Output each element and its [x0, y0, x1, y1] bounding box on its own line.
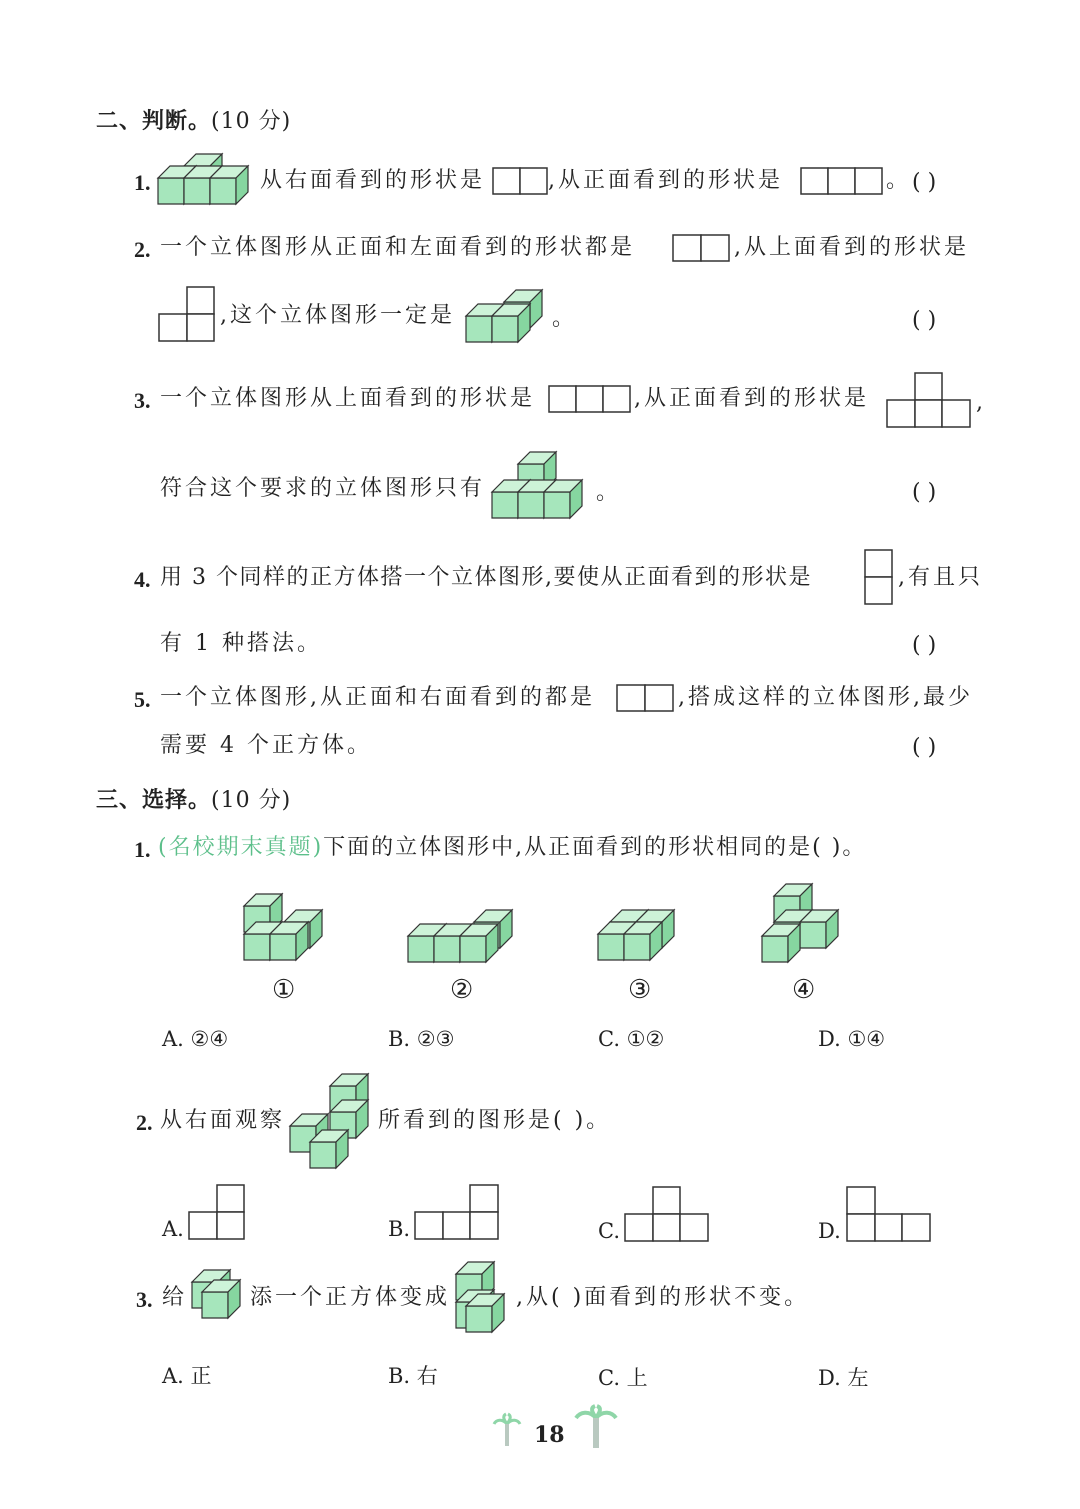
view-shape — [864, 549, 894, 605]
option-b[interactable]: B. 右 — [388, 1364, 438, 1388]
item-number: 2. — [134, 237, 151, 262]
item-number: 3. — [134, 388, 151, 413]
option-b[interactable]: B. — [388, 1217, 411, 1241]
cube-figure — [456, 1262, 512, 1334]
question-text: (名校期末真题)下面的立体图形中,从正面看到的形状相同的是( )。 — [158, 835, 867, 860]
answer-parentheses[interactable]: ( ) — [912, 170, 937, 195]
cube-figure — [158, 152, 258, 208]
answer-parentheses[interactable]: ( ) — [912, 480, 937, 505]
question-text: 从右面观察 — [160, 1108, 286, 1133]
figure-label: ③ — [628, 975, 652, 1005]
item-text: 。 — [596, 480, 622, 505]
item-text: ,从正面看到的形状是 — [548, 168, 783, 193]
question-text: 所看到的图形是( )。 — [378, 1108, 612, 1133]
answer-parentheses[interactable]: ( ) — [912, 633, 937, 658]
answer-parentheses[interactable]: ( ) — [912, 735, 937, 760]
item-number: 5. — [134, 687, 151, 712]
option-c-shape[interactable] — [624, 1186, 710, 1242]
section2-title: 二、判断。(10 分) — [96, 108, 292, 134]
item-text: 需要 4 个正方体。 — [160, 733, 372, 758]
answer-parentheses[interactable]: ( ) — [912, 308, 937, 333]
item-text: 一个立体图形从正面和左面看到的形状都是 — [160, 235, 636, 260]
cube-figure — [466, 290, 548, 346]
item-text: ,搭成这样的立体图形,最少 — [678, 685, 973, 710]
item-text: 一个立体图形从上面看到的形状是 — [160, 386, 536, 411]
item-text: 有 1 种搭法。 — [160, 631, 322, 656]
item-text: 。 — [552, 306, 578, 331]
item-text: ,从上面看到的形状是 — [734, 235, 969, 260]
option-c[interactable]: C. ①② — [598, 1027, 665, 1051]
item-number: 2. — [136, 1110, 153, 1135]
cube-figure — [290, 1074, 374, 1170]
item-text: , — [976, 390, 986, 415]
option-d[interactable]: D. 左 — [818, 1366, 869, 1390]
figure-3 — [598, 910, 682, 966]
item-number: 3. — [136, 1287, 153, 1312]
figure-2 — [408, 910, 518, 966]
option-c[interactable]: C. 上 — [598, 1366, 648, 1390]
palm-tree-icon — [574, 1406, 618, 1450]
figure-label: ② — [450, 975, 474, 1005]
option-d-shape[interactable] — [846, 1186, 932, 1242]
item-text: 符合这个要求的立体图形只有 — [160, 476, 486, 501]
option-d[interactable]: D. ①④ — [818, 1027, 886, 1051]
figure-label: ① — [272, 975, 296, 1005]
figure-1 — [244, 894, 328, 964]
palm-tree-icon — [492, 1414, 522, 1448]
cube-figure — [192, 1270, 248, 1322]
option-b-shape[interactable] — [414, 1184, 500, 1240]
item-number: 4. — [134, 567, 151, 592]
page-number: 18 — [534, 1422, 565, 1448]
option-a-shape[interactable] — [188, 1184, 246, 1240]
item-text: 。 — [886, 168, 912, 193]
option-b[interactable]: B. ②③ — [388, 1027, 455, 1051]
item-number: 1. — [134, 837, 151, 862]
view-shape — [616, 684, 674, 712]
question-text: 给 — [162, 1285, 188, 1310]
view-shape — [672, 234, 730, 262]
cube-figure — [492, 452, 592, 522]
view-shape — [492, 167, 548, 195]
item-text: ,从正面看到的形状是 — [634, 386, 869, 411]
figure-4 — [762, 884, 846, 968]
view-shape — [886, 372, 972, 428]
section3-title: 三、选择。(10 分) — [96, 787, 292, 813]
item-number: 1. — [134, 170, 151, 195]
item-text: 一个立体图形,从正面和右面看到的都是 — [160, 685, 595, 710]
source-tag: (名校期末真题) — [158, 835, 324, 860]
view-shape — [800, 167, 884, 195]
question-text: ,从( )面看到的形状不变。 — [516, 1285, 810, 1310]
option-d[interactable]: D. — [818, 1219, 841, 1243]
option-a[interactable]: A. ②④ — [162, 1027, 229, 1051]
option-c[interactable]: C. — [598, 1219, 620, 1243]
view-shape — [158, 286, 216, 342]
item-text: ,这个立体图形一定是 — [220, 303, 455, 328]
item-text: ,有且只 — [898, 565, 983, 590]
item-text: 从右面看到的形状是 — [260, 168, 486, 193]
option-a[interactable]: A. 正 — [162, 1364, 212, 1388]
item-text: 用 3 个同样的正方体搭一个立体图形,要使从正面看到的形状是 — [160, 565, 812, 590]
question-text: 添一个正方体变成 — [250, 1285, 451, 1310]
figure-label: ④ — [792, 975, 816, 1005]
view-shape — [548, 385, 632, 413]
option-a[interactable]: A. — [162, 1217, 184, 1241]
